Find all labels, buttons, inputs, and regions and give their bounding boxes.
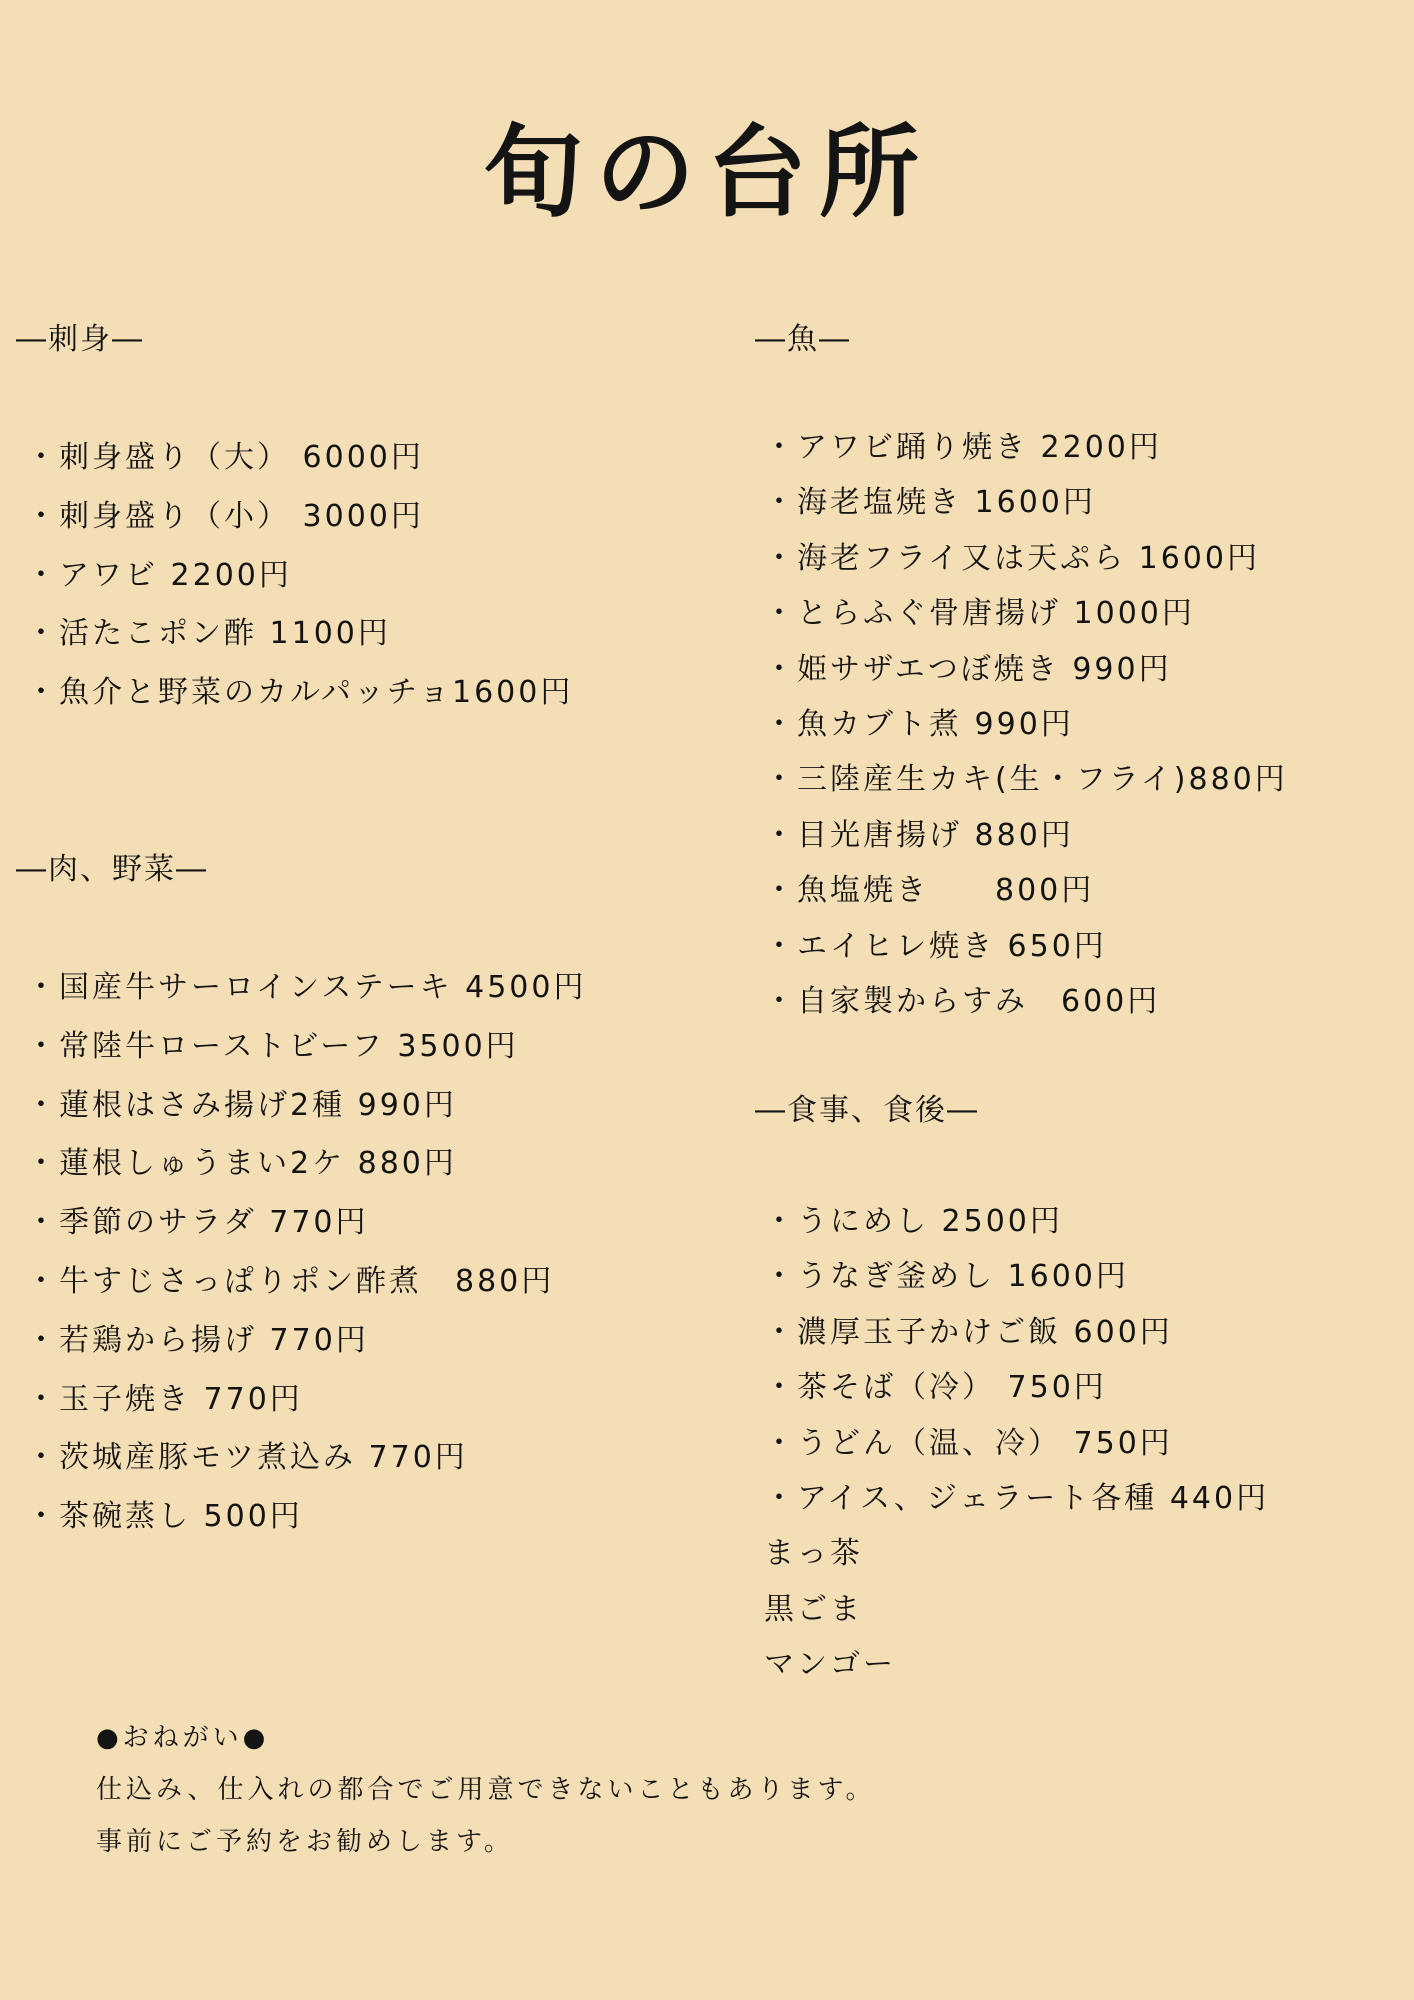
menu-item: ・うなぎ釜めし 1600円: [764, 1259, 1129, 1295]
menu-item: ・アイス、ジェラート各種 440円: [764, 1480, 1270, 1516]
menu-item: ・三陸産生カキ(生・フライ)880円: [764, 762, 1288, 798]
heading-fish: ―魚―: [755, 322, 851, 357]
menu-item: 黒ごま: [764, 1591, 863, 1627]
menu-item: ・魚介と野菜のカルパッチョ1600円: [26, 675, 574, 711]
heading-meat-veg: ―肉、野菜―: [16, 852, 208, 887]
menu-item: ・自家製からすみ 600円: [764, 983, 1161, 1019]
menu-item: ・うどん（温、冷） 750円: [764, 1425, 1173, 1461]
menu-item: ・活たこポン酢 1100円: [26, 616, 391, 652]
menu-item: ・蓮根しゅうまい2ケ 880円: [26, 1146, 457, 1182]
menu-item: ・刺身盛り（小） 3000円: [26, 498, 424, 534]
restaurant-title: 旬の台所: [483, 113, 931, 231]
menu-item: ・国産牛サーロインステーキ 4500円: [26, 970, 587, 1005]
menu-item: ・海老塩焼き 1600円: [764, 485, 1096, 521]
heading-sashimi: ―刺身―: [16, 322, 144, 357]
menu-item: ・茨城産豚モツ煮込み 770円: [26, 1440, 468, 1476]
menu-item: ・うにめし 2500円: [764, 1204, 1063, 1239]
menu-item: ・とらふぐ骨唐揚げ 1000円: [764, 596, 1195, 632]
menu-item: ・茶そば（冷） 750円: [764, 1370, 1107, 1406]
menu-item: ・茶碗蒸し 500円: [26, 1499, 303, 1535]
menu-item: ・玉子焼き 770円: [26, 1381, 303, 1417]
notice-line: 仕込み、仕入れの都合でご用意できないこともあります。: [96, 1775, 876, 1805]
menu-item: ・魚カブト煮 990円: [764, 706, 1074, 742]
menu-item: ・濃厚玉子かけご飯 600円: [764, 1314, 1173, 1350]
menu-item: ・姫サザエつぼ焼き 990円: [764, 651, 1172, 687]
notice-title: ●おねがい●: [96, 1723, 270, 1753]
notice-line: 事前にご予約をお勧めします。: [96, 1827, 514, 1857]
list-fish: [764, 430, 1288, 1039]
menu-item: ・アワビ 2200円: [26, 557, 292, 593]
menu-item: ・刺身盛り（大） 6000円: [26, 440, 424, 475]
menu-item: ・海老フライ又は天ぷら 1600円: [764, 540, 1260, 576]
menu-item: ・アワビ踊り焼き 2200円: [764, 430, 1162, 465]
menu-item: ・季節のサラダ 770円: [26, 1205, 369, 1241]
menu-item: ・牛すじさっぱりポン酢煮 880円: [26, 1263, 555, 1299]
list-sashimi: [26, 440, 573, 734]
menu-item: マンゴー: [764, 1647, 896, 1683]
menu-item: ・常陸牛ローストビーフ 3500円: [26, 1028, 519, 1064]
heading-meal-dessert: ―食事、食後―: [755, 1093, 979, 1128]
list-meat-veg: [26, 970, 586, 1558]
menu-item: ・若鶏から揚げ 770円: [26, 1322, 369, 1358]
menu-item: ・エイヒレ焼き 650円: [764, 928, 1107, 964]
menu-item: ・蓮根はさみ揚げ2種 990円: [26, 1087, 457, 1123]
menu-item: ・目光唐揚げ 880円: [764, 817, 1074, 853]
menu-item: ・魚塩焼き 800円: [764, 873, 1095, 909]
list-meal-dessert: [764, 1204, 1269, 1703]
menu-item: まっ茶: [764, 1536, 863, 1572]
